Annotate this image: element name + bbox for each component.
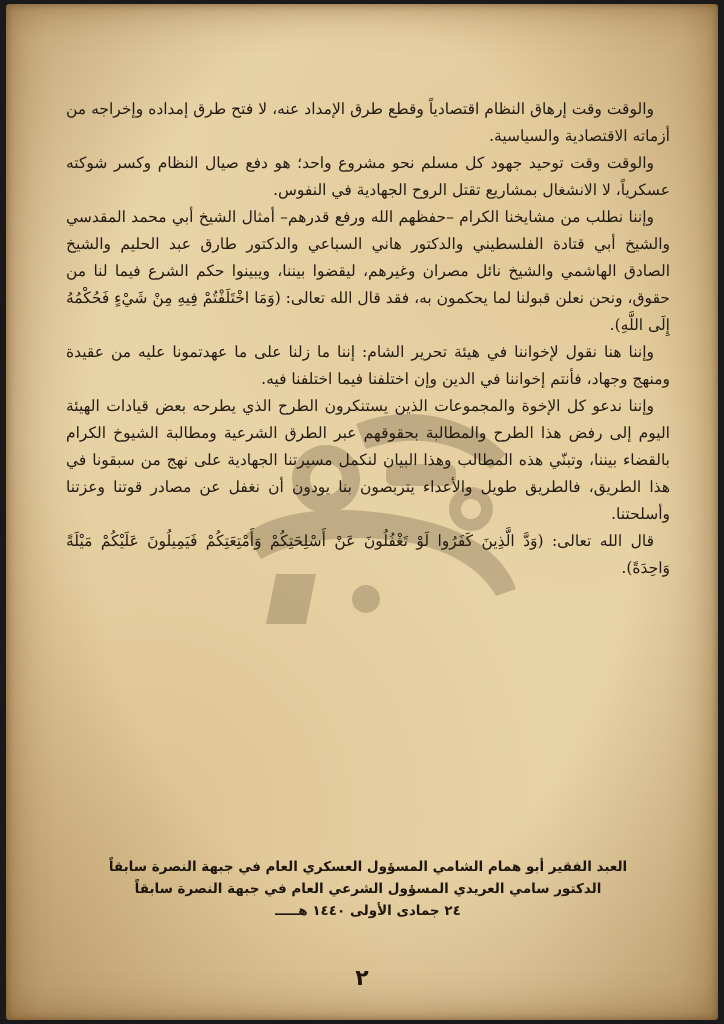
paragraph: وإننا ندعو كل الإخوة والمجموعات الذين يستنكرون الطرح الذي يطرحه بعض قيادات الهيئة اليوم إلى رفض هذا الطرح والمطالبة بحقوقهم عبر الطرق الشرعية ومطالبة الشيوخ الكرام بالقضاء بيننا، وتبنّي هذه المطالب وهذا البيان لنكمل مسيرتنا الجهادية على نهج من سبقونا في هذا الطريق، فالطريق طويل والأعداء يتربصون بنا يودون أن نغفل عن مصادر قوتنا وعزتنا وأسلحتنا. (66, 397, 670, 523)
signature-line: العبد الفقير أبو همام الشامي المسؤول العسكري العام في جبهة النصرة سابقاً (108, 859, 628, 875)
paragraph: وإننا نطلب من مشايخنا الكرام –حفظهم الله ورفع قدرهم– أمثال الشيخ أبي محمد المقدسي والشيخ أبي قتادة الفلسطيني والدكتور هاني السباعي والدكتور طارق عبد الحليم والشيخ الصادق الهاشمي والشيخ نائل مصران وغيرهم، ليقضوا بيننا، ويبينوا حكم الشرع فيما لنا من حقوق، ونحن نعلن قبولنا لما يحكمون به، فقد قال الله تعالى: (وَمَا اخْتَلَفْتُمْ فِيهِ مِنْ شَيْءٍ فَحُكْمُهُ إِلَى اللَّهِ). (66, 208, 670, 334)
page-number: ٢ (355, 966, 369, 991)
paragraph: وإننا هنا نقول لإخواننا في هيئة تحرير الشام: إننا ما زلنا على ما عهدتمونا عليه من عقيدة ومنهج وجهاد، فأنتم إخواننا في الدين وإن اختلفنا فيما اختلفنا فيه. (66, 343, 670, 388)
document-body (66, 96, 670, 582)
document-page (6, 4, 718, 1020)
paragraph: والوقت وقت إرهاق النظام اقتصادياً وقطع طرق الإمداد عنه، لا فتح طرق إمداده وإخراجه من أزماته الاقتصادية والسياسية. (66, 100, 670, 145)
signature-line: الدكتور سامي العريدي المسؤول الشرعي العام في جبهة النصرة سابقاً (134, 881, 602, 897)
paragraph: والوقت وقت توحيد جهود كل مسلم نحو مشروع واحد؛ هو دفع صيال النظام وكسر شوكته عسكرياً، لا الانشغال بمشاريع تقتل الروح الجهادية في النفوس. (66, 154, 670, 199)
signature-date: ٢٤ جمادى الأولى ١٤٤٠ هـــــ (275, 903, 461, 919)
signature-block (66, 856, 670, 922)
paragraph: قال الله تعالى: (وَدَّ الَّذِينَ كَفَرُوا لَوْ تَغْفُلُونَ عَنْ أَسْلِحَتِكُمْ وَأَمْتِعَتِكُمْ فَيَمِيلُونَ عَلَيْكُمْ مَيْلَةً وَاحِدَةً). (66, 532, 670, 577)
